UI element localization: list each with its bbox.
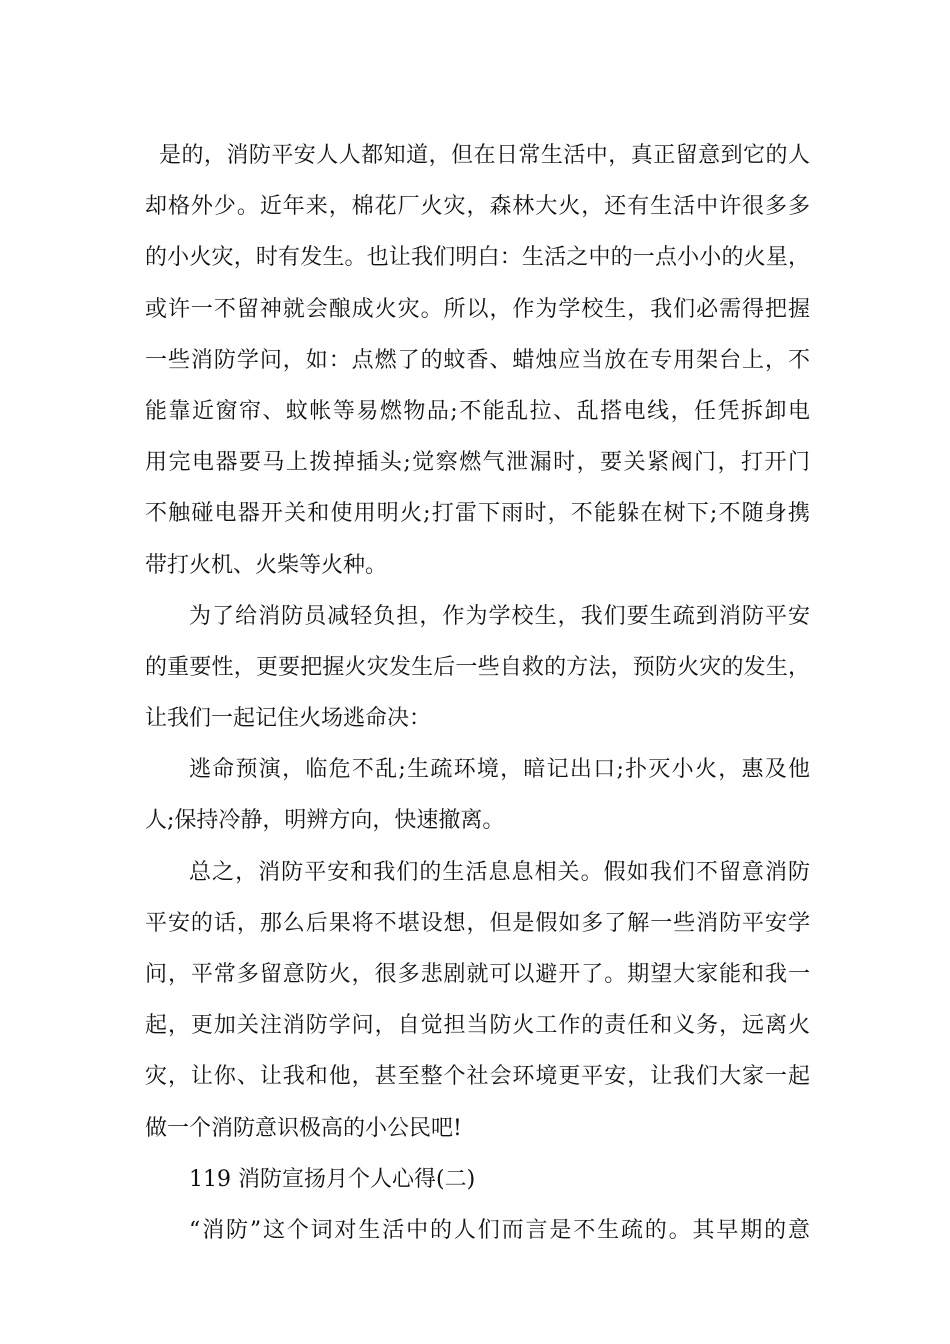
section-heading: 119 消防宣扬月个人心得(二) <box>189 1166 476 1192</box>
text-line: 或许一不留神就会酿成火灾。所以，作为学校生，我们必需得把握 <box>145 296 810 322</box>
text-line: 平安的话，那么后果将不堪设想，但是假如多了解一些消防平安学 <box>145 910 810 936</box>
text-line: 人;保持冷静，明辨方向，快速撤离。 <box>145 808 505 834</box>
text-line: 灾，让你、让我和他，甚至整个社会环境更平安，让我们大家一起 <box>145 1064 810 1090</box>
text-line: 用完电器要马上拨掉插头;觉察燃气泄漏时，要关紧阀门，打开门 <box>145 450 810 476</box>
text-line: 能靠近窗帘、蚊帐等易燃物品;不能乱拉、乱搭电线，任凭拆卸电 <box>145 398 810 424</box>
text-line: 一些消防学问，如：点燃了的蚊香、蜡烛应当放在专用架台上，不 <box>145 347 810 373</box>
text-line: 起，更加关注消防学问，自觉担当防火工作的责任和义务，远离火 <box>145 1013 810 1039</box>
text-line: 的重要性，更要把握火灾发生后一些自救的方法，预防火灾的发生， <box>145 654 810 680</box>
text-line: 总之，消防平安和我们的生活息息相关。假如我们不留意消防 <box>189 859 810 885</box>
text-line: “消防”这个词对生活中的人们而言是不生疏的。其早期的意 <box>189 1217 810 1243</box>
text-line: 问，平常多留意防火，很多悲剧就可以避开了。期望大家能和我一 <box>145 962 810 987</box>
text-line: 做一个消防意识极高的小公民吧! <box>145 1115 462 1141</box>
text-line: 却格外少。近年来，棉花厂火灾，森林大火，还有生活中许很多多 <box>145 194 810 220</box>
text-line: 逃命预演，临危不乱;生疏环境，暗记出口;扑灭小火，惠及他 <box>189 757 810 783</box>
text-line: 带打火机、火柴等火种。 <box>145 552 388 578</box>
text-line: 不触碰电器开关和使用明火;打雷下雨时，不能躲在树下;不随身携 <box>145 501 810 527</box>
text-line: 是的，消防平安人人都知道，但在日常生活中，真正留意到它的人 <box>159 143 810 168</box>
body-text <box>145 130 810 1256</box>
text-line: 让我们一起记住火场逃命决： <box>145 706 432 732</box>
text-line: 为了给消防员减轻负担，作为学校生，我们要生疏到消防平安 <box>189 603 810 629</box>
text-line: 的小火灾，时有发生。也让我们明白：生活之中的一点小小的火星， <box>145 245 810 271</box>
